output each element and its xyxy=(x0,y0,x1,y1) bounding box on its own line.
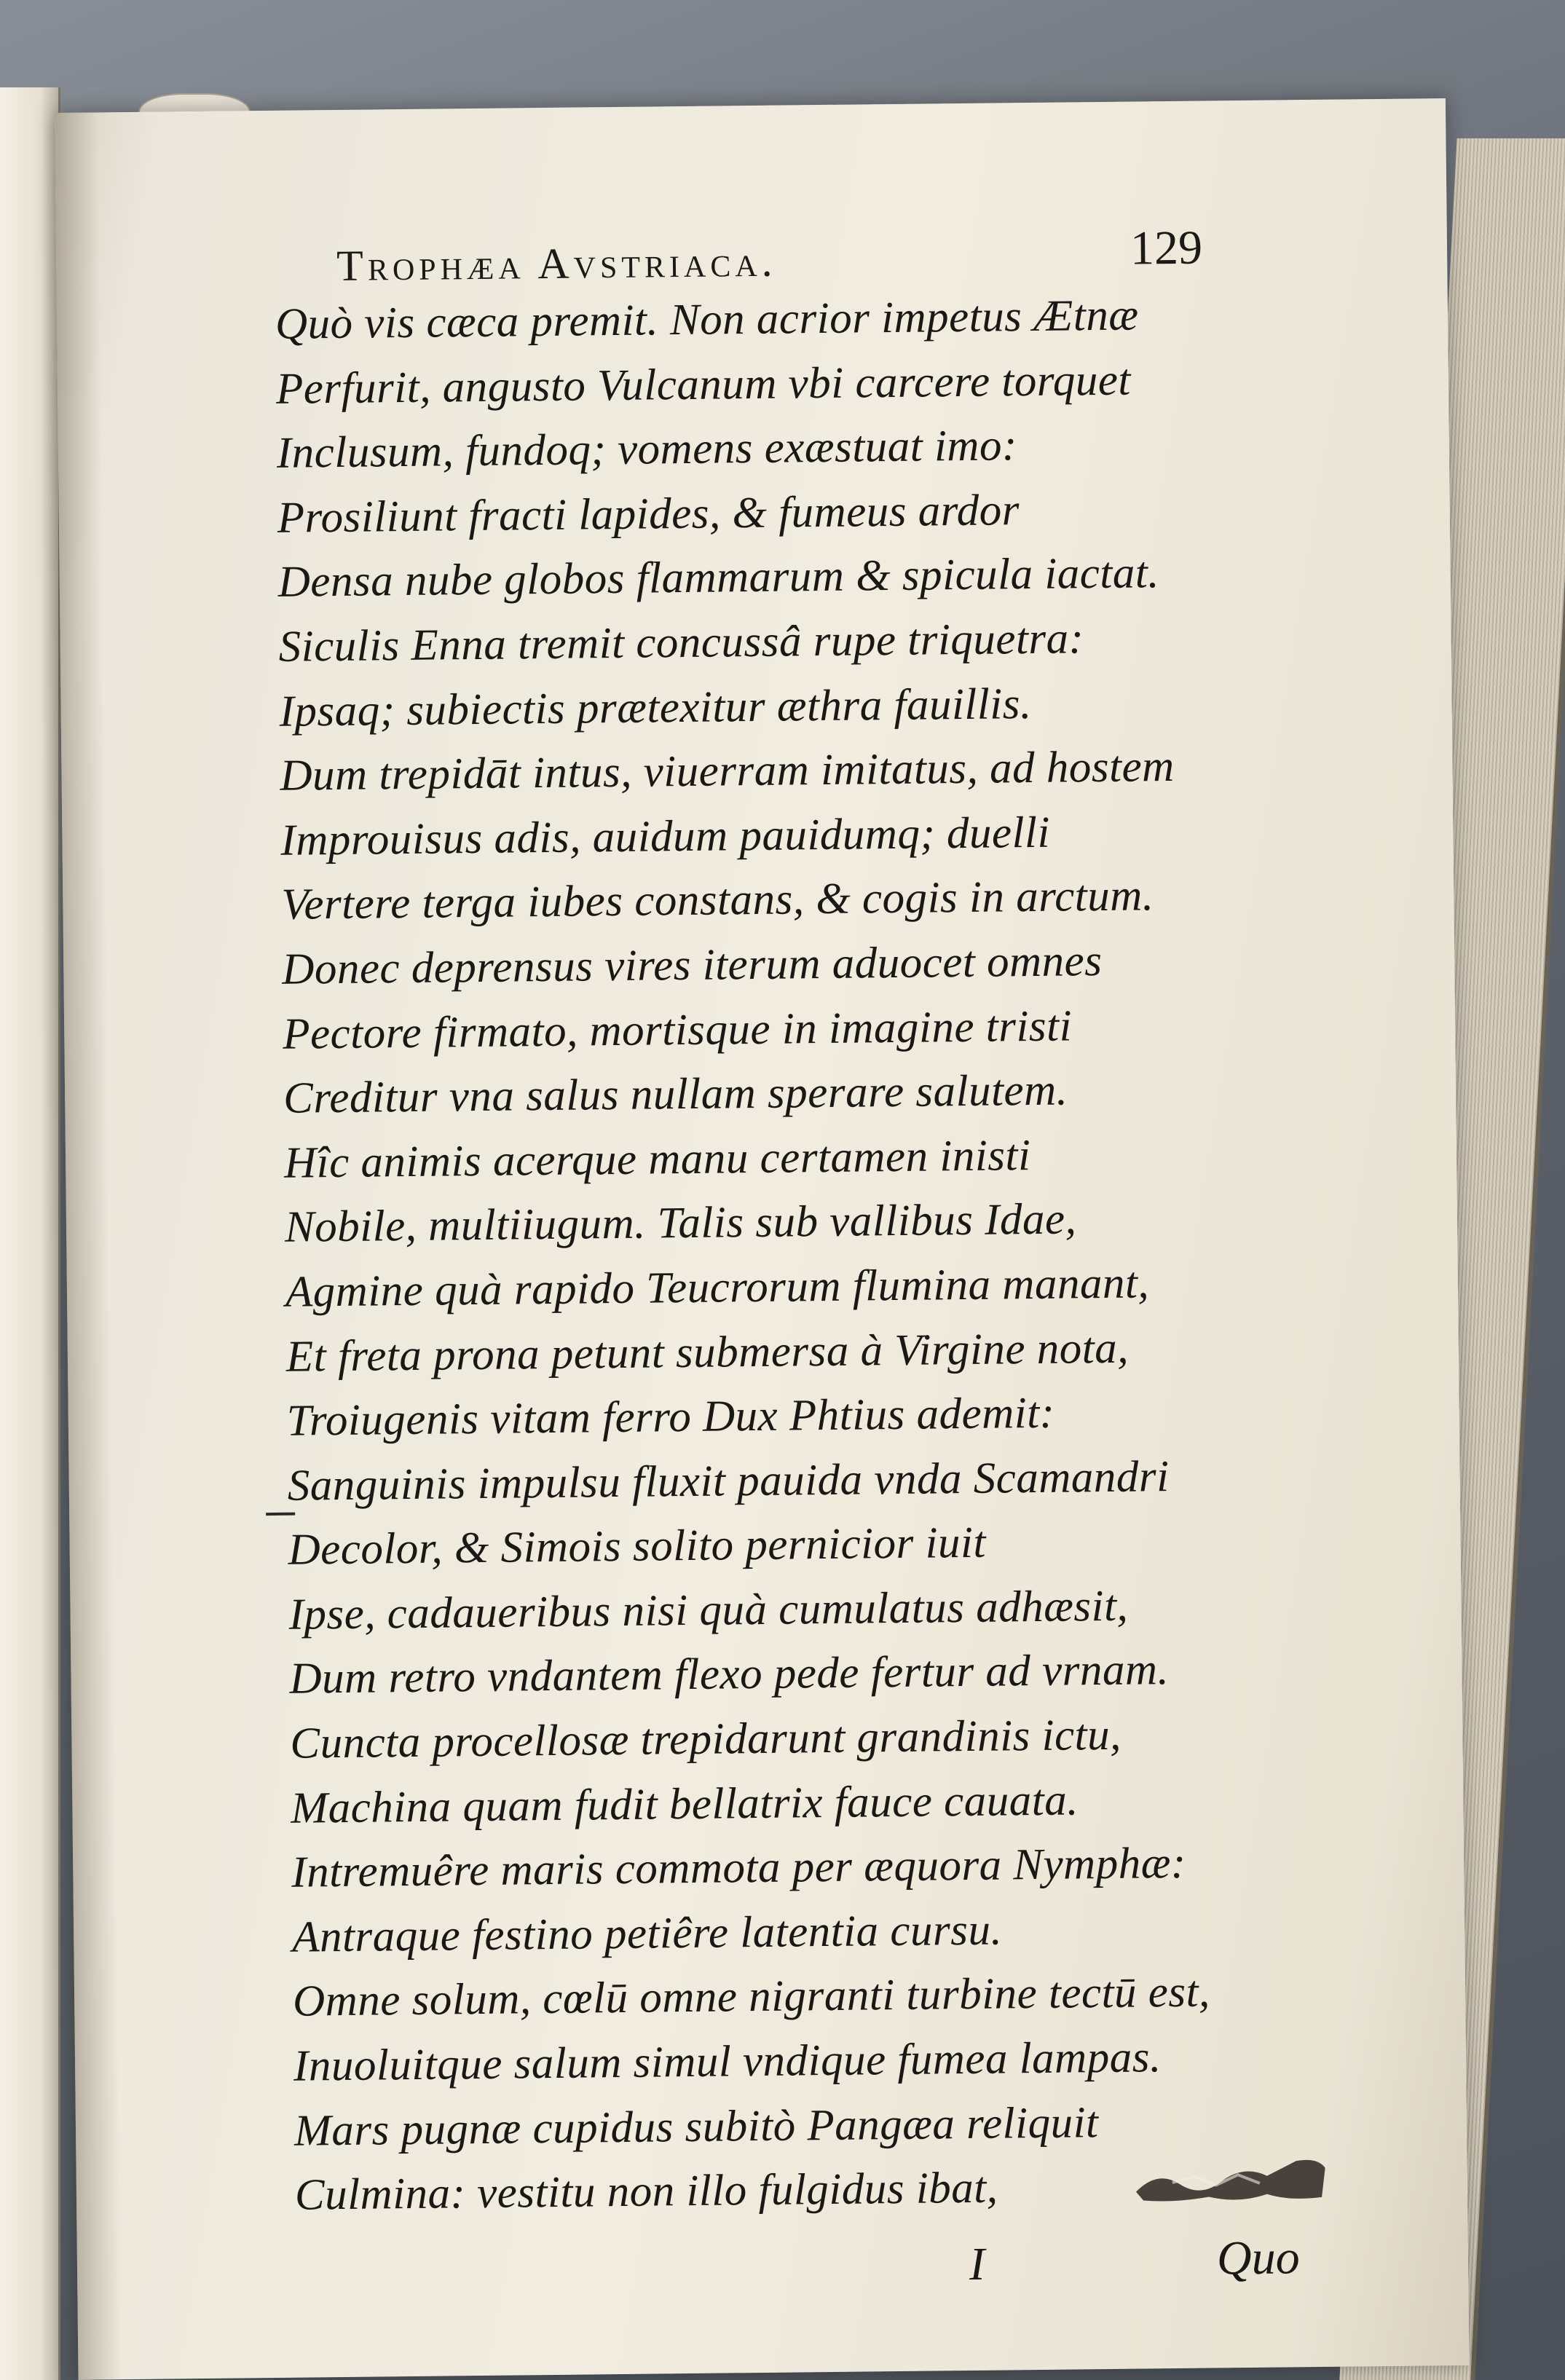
verse-line: Densa nube globos flammarum & spicula iactat. xyxy=(277,548,1160,607)
verse-line: Culmina: vestitu non illo fulgidus ibat, xyxy=(294,2163,998,2220)
catchword: Quo xyxy=(1216,2231,1300,2285)
verse-line: Dum trepidāt intus, viuerram imitatus, ad hostem xyxy=(280,742,1175,800)
verse-line: Mars pugnæ cupidus subitò Pangæa reliquit xyxy=(293,2097,1099,2156)
ink-smudge-ornament xyxy=(1128,2154,1333,2207)
verse-line: Donec deprensus vires iterum aduocet omnes xyxy=(281,936,1103,994)
verse-line: Cuncta procellosæ trepidarunt grandinis ictu, xyxy=(290,1710,1122,1768)
verse-line: Ipsaq; subiectis prætexitur æthra fauillis. xyxy=(279,679,1033,736)
verse-line: Perfurit, angusto Vulcanum vbi carcere torquet xyxy=(275,355,1132,414)
verse-line: Dum retro vndantem flexo pede fertur ad vrnam. xyxy=(289,1645,1170,1704)
verse-line: Ipse, cadaueribus nisi quà cumulatus adhæsit, xyxy=(288,1581,1129,1639)
verse-line: Troiugenis vitam ferro Dux Phtius ademit: xyxy=(286,1388,1055,1446)
running-head-title: Trophæa Avstriaca. xyxy=(336,237,777,290)
verse-line: Antraque festino petiêre latentia cursu. xyxy=(291,1905,1003,1962)
verse-line: Decolor, & Simois solito pernicior iuit xyxy=(288,1518,987,1575)
signature-mark: I xyxy=(969,2237,985,2290)
verse-line: Quò vis cæca premit. Non acrior impetus Ætnæ xyxy=(275,291,1139,349)
verse-line: Intremuêre maris commota per æquora Nymphæ: xyxy=(291,1839,1187,1897)
verse-line: Creditur vna salus nullam sperare salutem. xyxy=(283,1065,1068,1123)
verse-line: Agmine quà rapido Teucrorum flumina manant, xyxy=(285,1258,1150,1317)
verse-line: Prosiliunt fracti lapides, & fumeus ardor xyxy=(277,485,1020,543)
verse-line: Hîc animis acerque manu certamen inisti xyxy=(283,1130,1031,1188)
verse-text xyxy=(275,281,1366,2228)
verse-line: Vertere terga iubes constans, & cogis in arctum. xyxy=(281,871,1154,930)
page-number: 129 xyxy=(1130,221,1203,275)
verse-line: Siculis Enna tremit concussâ rupe triquetra: xyxy=(278,614,1084,671)
verse-line: Machina quam fudit bellatrix fauce cauata. xyxy=(291,1776,1079,1833)
verse-line: Pectore firmato, mortisque in imagine tristi xyxy=(282,1001,1073,1059)
verse-line: Inuoluitque salum simul vndique fumea lampas. xyxy=(293,2033,1162,2091)
verse-line: Sanguinis impulsu fluxit pauida vnda Scamandri xyxy=(287,1451,1170,1510)
verse-line: Improuisus adis, auidum pauidumq; duelli xyxy=(280,808,1051,865)
verse-line: Nobile, multiiugum. Talis sub vallibus Idae, xyxy=(284,1194,1077,1253)
verse-line: Inclusum, fundoq; vomens exæstuat imo: xyxy=(276,421,1018,478)
book-page xyxy=(55,98,1469,2380)
margin-dash xyxy=(266,1513,295,1516)
verse-line: Et freta prona petunt submersa à Virgine nota, xyxy=(285,1323,1130,1382)
verse-line: Omne solum, cœlū omne nigranti turbine tectū est, xyxy=(292,1967,1211,2027)
left-page-edge xyxy=(0,87,60,2380)
